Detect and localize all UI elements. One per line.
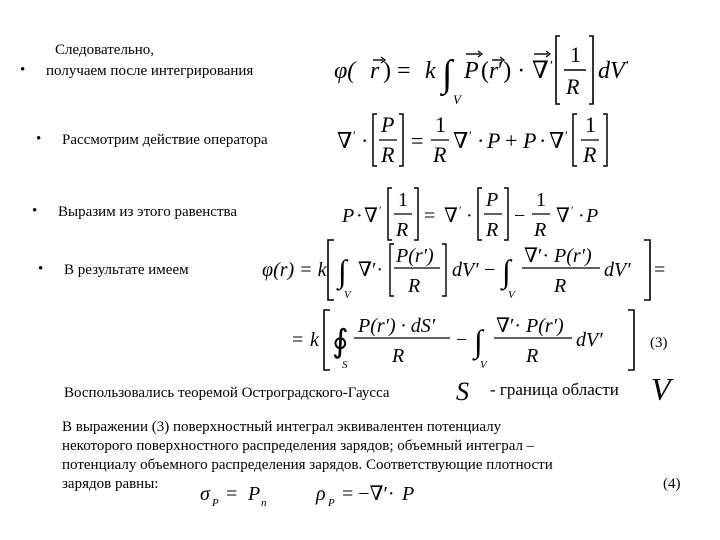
svg-text:−: −	[514, 205, 526, 227]
symbol-s: S	[456, 377, 469, 406]
paragraph-explanation: В выражении (3) поверхностный интеграл эквивалентен потенциалу некоторого поверхностного распределения зарядов; объемный интеграл – потенциалу объемного распределения зарядов. Соответствующие плотности зарядов равны:	[62, 419, 553, 492]
svg-text:′: ′	[459, 203, 462, 217]
svg-text:′: ′	[550, 59, 554, 74]
svg-text:′: ′	[353, 128, 356, 143]
svg-text:r: r	[489, 58, 499, 84]
formula-operator	[335, 108, 625, 172]
svg-text:P(r′): P(r′)	[526, 315, 564, 337]
svg-text:∇: ∇	[453, 128, 469, 153]
svg-text:P: P	[248, 483, 261, 505]
svg-text:dV′: dV′	[576, 329, 603, 351]
svg-text:∫: ∫	[442, 53, 453, 95]
svg-text:P: P	[523, 128, 537, 153]
svg-text:P: P	[381, 112, 395, 137]
svg-text:∇′·: ∇′·	[358, 259, 383, 281]
svg-text:′: ′	[469, 128, 472, 143]
formula-potential	[330, 30, 640, 110]
svg-text:1: 1	[585, 112, 596, 137]
svg-text:∫: ∫	[502, 253, 511, 289]
formula-result	[262, 236, 672, 304]
svg-text:R: R	[566, 74, 580, 99]
formula-gauss-form	[292, 306, 642, 374]
line-vyrazim: Выразим из этого равенства	[58, 204, 238, 220]
svg-text:dV′: dV′	[604, 259, 631, 281]
svg-text:P: P	[342, 205, 355, 227]
svg-text:V: V	[453, 92, 461, 107]
formula-express	[340, 184, 610, 244]
svg-text:P: P	[212, 497, 219, 509]
svg-text:P: P	[464, 58, 479, 84]
line-gauss: Воспользовались теоремой Остроградского-Гаусса	[64, 385, 390, 401]
svg-text:R: R	[408, 275, 421, 297]
svg-text:r: r	[370, 58, 380, 84]
svg-text:−: −	[456, 329, 468, 351]
svg-text:dV′: dV′	[452, 259, 479, 281]
svg-text:∮: ∮	[332, 323, 349, 359]
equation-tag-3: (3)	[650, 335, 668, 351]
bullet-4: •	[38, 261, 44, 277]
svg-text:·: ·	[356, 205, 363, 227]
svg-text:R: R	[554, 275, 567, 297]
svg-text:=: =	[411, 128, 424, 153]
svg-text:R: R	[583, 142, 597, 167]
svg-text:=: =	[424, 205, 436, 227]
svg-text:P: P	[487, 128, 501, 153]
svg-text:′: ′	[565, 128, 568, 143]
svg-text:P(r′): P(r′)	[554, 245, 592, 267]
svg-text:P: P	[486, 189, 499, 211]
svg-text:∫: ∫	[474, 323, 483, 359]
svg-text:1: 1	[398, 189, 408, 211]
svg-text:= −∇′·: = −∇′·	[342, 483, 395, 505]
svg-text:R: R	[396, 219, 409, 241]
svg-text:ρ: ρ	[316, 483, 326, 505]
formula-densities	[198, 476, 428, 512]
symbol-v: V	[651, 371, 671, 407]
svg-text:·: ·	[539, 128, 547, 153]
svg-text:P(r′): P(r′)	[396, 245, 434, 267]
svg-text:∇′·: ∇′·	[496, 315, 521, 337]
svg-text:R: R	[526, 345, 539, 367]
svg-text:∇: ∇	[364, 205, 378, 227]
bullet-1: •	[20, 62, 26, 78]
svg-text:1: 1	[536, 189, 546, 211]
svg-text:P: P	[586, 205, 599, 227]
svg-text:R: R	[392, 345, 405, 367]
svg-text:k: k	[310, 329, 319, 351]
line-v-rezultate: В результате имеем	[64, 262, 189, 278]
svg-text:′) ·: ′) ·	[498, 58, 526, 84]
svg-text:σ: σ	[200, 483, 210, 505]
svg-text:·: ·	[361, 128, 369, 153]
svg-text:−: −	[484, 259, 496, 281]
svg-text:P: P	[402, 483, 415, 505]
svg-text:·: ·	[466, 205, 473, 227]
svg-text:′: ′	[626, 59, 630, 74]
svg-text:∇: ∇	[556, 205, 570, 227]
svg-text:) =: ) =	[383, 58, 411, 84]
svg-text:R: R	[486, 219, 499, 241]
svg-text:1: 1	[435, 112, 446, 137]
svg-text:+: +	[505, 128, 518, 153]
svg-text:V: V	[344, 289, 351, 301]
svg-text:P: P	[328, 497, 335, 509]
svg-text:∇: ∇	[532, 58, 549, 84]
svg-text:∫: ∫	[338, 253, 347, 289]
svg-text:S: S	[342, 359, 348, 371]
line-rassmotrim: Рассмотрим действие оператора	[62, 132, 268, 148]
svg-text:R: R	[534, 219, 547, 241]
line-sledovatelno: Следовательно,	[55, 42, 155, 58]
line-poluchaem: получаем после интегрирования	[46, 63, 254, 79]
line-boundary: - граница области	[490, 380, 619, 399]
bullet-3: •	[32, 203, 38, 219]
svg-text:φ(r) = k: φ(r) = k	[262, 259, 327, 281]
svg-text:∇′·: ∇′·	[524, 245, 549, 267]
svg-text:R: R	[381, 142, 395, 167]
svg-text:V: V	[508, 289, 515, 301]
svg-text:1: 1	[570, 42, 581, 67]
svg-text:∇: ∇	[444, 205, 458, 227]
svg-text:′: ′	[571, 203, 574, 217]
svg-text:∇: ∇	[549, 128, 565, 153]
svg-text:φ(: φ(	[334, 58, 356, 84]
svg-text:·: ·	[578, 205, 585, 227]
svg-text:′: ′	[379, 203, 382, 217]
bullet-2: •	[36, 131, 42, 147]
svg-text:P(r′) · dS′: P(r′) · dS′	[358, 315, 436, 337]
svg-text:V: V	[480, 359, 487, 371]
svg-text:∇: ∇	[337, 128, 353, 153]
svg-text:n: n	[261, 497, 267, 509]
svg-text:·: ·	[477, 128, 485, 153]
svg-text:=: =	[654, 259, 666, 281]
equation-tag-4: (4)	[663, 476, 681, 492]
svg-text:dV: dV	[598, 58, 625, 84]
svg-text:=: =	[226, 483, 238, 505]
svg-text:k: k	[425, 58, 436, 84]
svg-text:R: R	[433, 142, 447, 167]
svg-text:=: =	[292, 329, 304, 351]
svg-text:(: (	[481, 58, 489, 84]
